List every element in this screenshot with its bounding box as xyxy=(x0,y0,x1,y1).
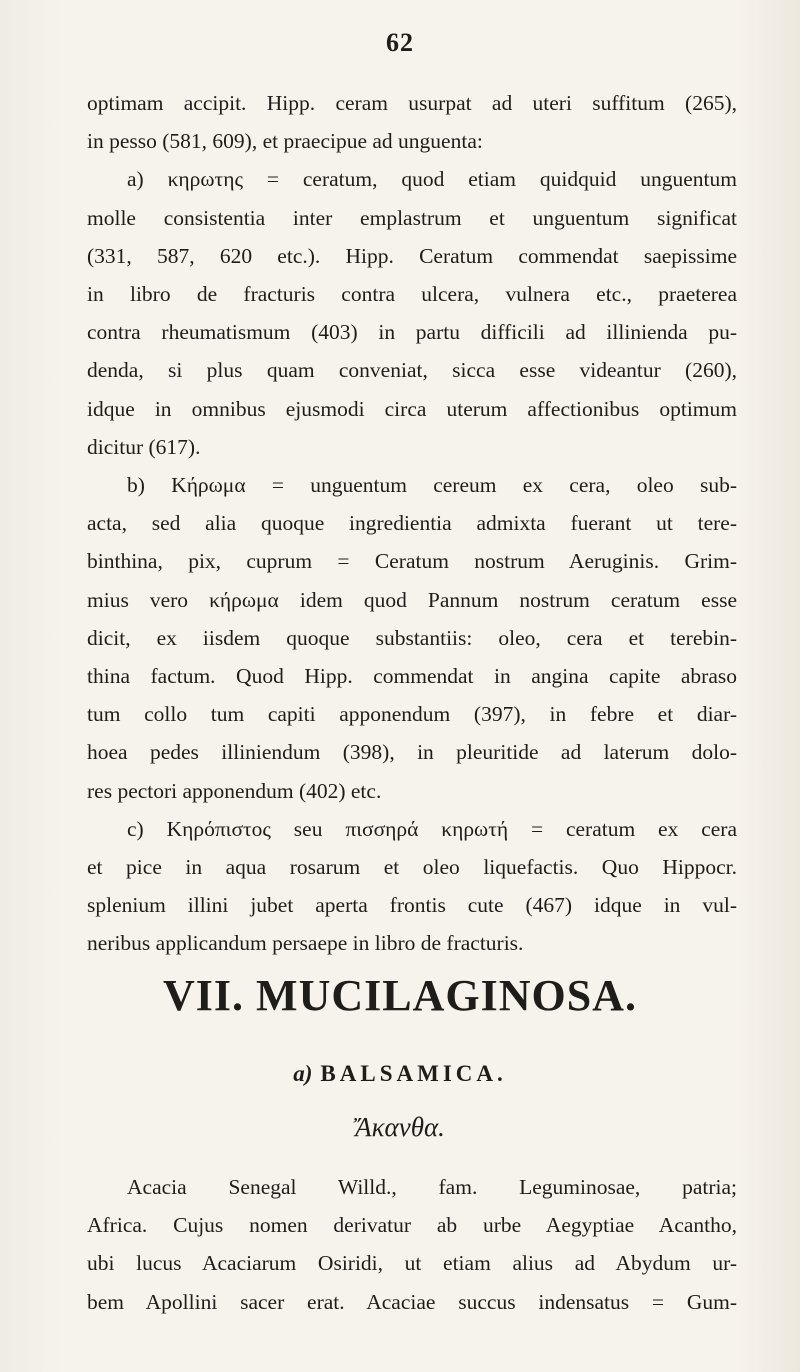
text-line: Acacia Senegal Willd., fam. Leguminosae, patria; xyxy=(127,1175,737,1199)
section-heading: VII. MUCILAGINOSA. xyxy=(163,971,637,1020)
text-line: ubi lucus Acaciarum Osiridi, ut etiam alius ad Abydum ur- xyxy=(87,1251,737,1276)
text-line: dicit, ex iisdem quoque substantiis: oleo, cera et terebin- xyxy=(87,625,737,650)
text-line: optimam accipit. Hipp. ceram usurpat ad uteri suffitum (265), xyxy=(87,91,737,115)
text-line: b) Κήρωμα = unguentum cereum ex cera, oleo sub- xyxy=(127,473,737,498)
greek-heading: Ἄκανθα. xyxy=(355,1112,445,1142)
text-line: thina factum. Quod Hipp. commendat in angina capite abraso xyxy=(87,664,737,689)
text-line: splenium illini jubet aperta frontis cute (467) idque in vul- xyxy=(87,893,737,918)
text-line: (331, 587, 620 etc.). Hipp. Ceratum commendat saepissime xyxy=(87,243,737,268)
text-line: denda, si plus quam conveniat, sicca esse videantur (260), xyxy=(87,358,737,383)
text-line: Africa. Cujus nomen derivatur ab urbe Aegyptiae Acantho, xyxy=(87,1213,737,1238)
text-line: a) κηρωτης = ceratum, quod etiam quidquid unguentum xyxy=(127,167,737,192)
subsection-heading xyxy=(0,1061,800,1087)
text-line: molle consistentia inter emplastrum et unguentum significat xyxy=(87,205,737,230)
text-line: tum collo tum capiti apponendum (397), in febre et diar- xyxy=(87,702,737,727)
text-line: dicitur (617). xyxy=(87,434,201,459)
text-line: bem Apollini sacer erat. Acaciae succus indensatus = Gum- xyxy=(87,1289,737,1314)
text-line: res pectori apponendum (402) etc. xyxy=(87,778,382,803)
text-line: in pesso (581, 609), et praecipue ad unguenta: xyxy=(87,129,483,154)
subsection-title: BALSAMICA. xyxy=(320,1061,507,1086)
text-line: neribus applicandum persaepe in libro de fracturis. xyxy=(87,931,524,956)
text-line: in libro de fracturis contra ulcera, vulnera etc., praeterea xyxy=(87,282,737,307)
text-line: acta, sed alia quoque ingredientia admixta fuerant ut tere- xyxy=(87,511,737,536)
text-line: c) Κηρόπιστος seu πισσηρά κηρωτή = ceratum ex cera xyxy=(127,816,737,841)
paragraph-ointments xyxy=(87,84,737,963)
text-line: idque in omnibus ejusmodi circa uterum affectionibus optimum xyxy=(87,396,737,421)
subsection-letter: a) xyxy=(293,1061,313,1086)
text-line: hoea pedes illiniendum (398), in pleuritide ad laterum dolo- xyxy=(87,740,737,765)
page-number: 62 xyxy=(386,28,414,57)
text-line: et pice in aqua rosarum et oleo liquefactis. Quo Hippocr. xyxy=(87,855,737,880)
text-line: binthina, pix, cuprum = Ceratum nostrum Aeruginis. Grim- xyxy=(87,549,737,574)
text-line: contra rheumatismum (403) in partu difficili ad illinienda pu- xyxy=(87,320,737,345)
paragraph-acacia xyxy=(87,1168,737,1321)
text-line: mius vero κήρωμα idem quod Pannum nostrum ceratum esse xyxy=(87,587,737,612)
